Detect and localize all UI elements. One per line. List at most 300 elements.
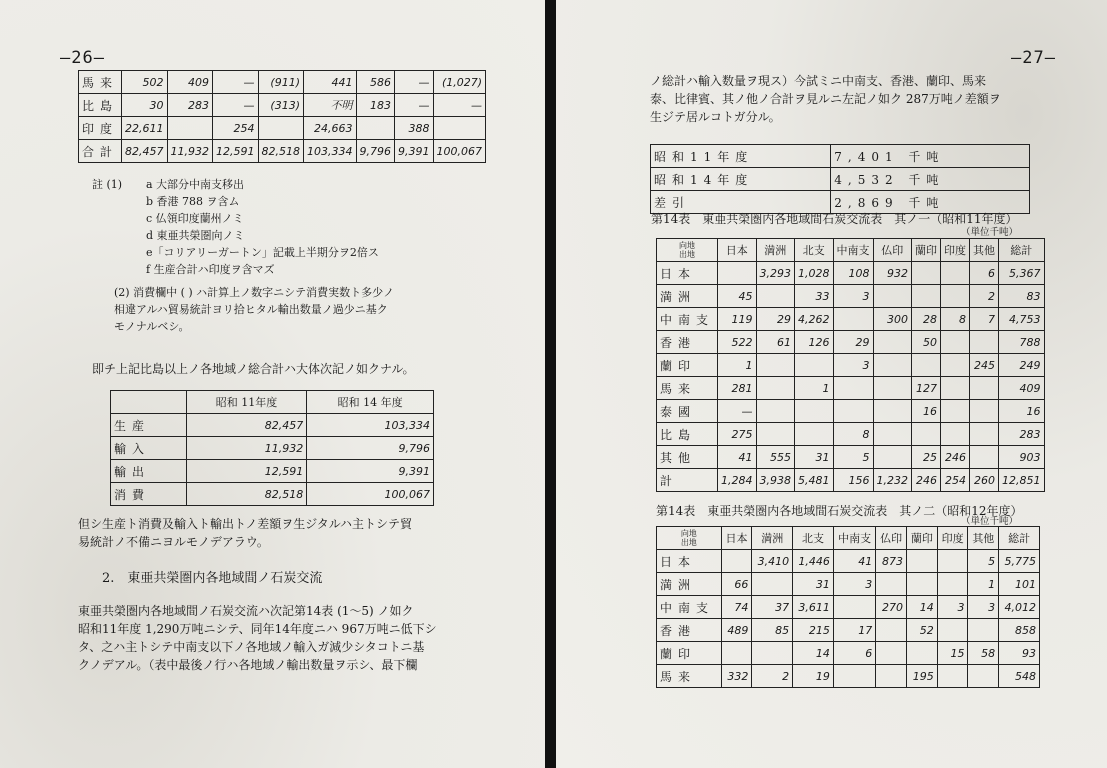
table-row — [657, 596, 1040, 619]
table-cell: 4,012 — [999, 596, 1040, 619]
column-header: 其他 — [970, 239, 999, 262]
table-cell: 245 — [970, 354, 999, 377]
right-intro — [650, 72, 1001, 126]
corner-cell — [657, 239, 718, 262]
table-cell: 8 — [833, 423, 873, 446]
table-cell: 22,611 — [122, 117, 168, 140]
column-header: 北支 — [793, 527, 834, 550]
table-cell — [876, 642, 907, 665]
top-table — [78, 70, 486, 163]
table-cell — [937, 550, 968, 573]
table-cell — [873, 400, 912, 423]
table-cell: 3 — [833, 285, 873, 308]
row-label: 印度 — [79, 117, 122, 140]
text-line: 但シ生産ト消費及輸入ト輸出トノ差額ヲ生ジタルハ主トシテ貿 — [78, 517, 412, 531]
table-cell: 5,481 — [795, 469, 834, 492]
table-cell: 17 — [833, 619, 875, 642]
table-cell: 15 — [937, 642, 968, 665]
text-line: 東亜共榮圏内各地域間ノ石炭交流ハ次記第14表 (1〜5) ノ如ク — [78, 604, 414, 618]
row-label: 日本 — [657, 550, 722, 573]
table-cell: 246 — [912, 469, 941, 492]
table-cell: 388 — [395, 117, 434, 140]
row-label: 中南支 — [657, 308, 718, 331]
table-cell: 3,293 — [756, 262, 795, 285]
row-label: 香港 — [657, 331, 718, 354]
table-cell — [756, 377, 795, 400]
table-cell: 4,262 — [795, 308, 834, 331]
page-number: —26— — [60, 48, 105, 68]
corner-cell — [111, 391, 187, 414]
table2-title: 第14表 東亜共榮圏内各地域間石炭交流表 其ノ二（昭和12年度） — [656, 504, 1023, 518]
table-cell: 1,028 — [795, 262, 834, 285]
table-cell: 409 — [999, 377, 1045, 400]
header-row — [111, 391, 434, 414]
table-cell — [912, 285, 941, 308]
table-cell: 281 — [718, 377, 757, 400]
table-cell: 5,775 — [999, 550, 1040, 573]
header-row — [657, 527, 1040, 550]
table-cell — [907, 550, 938, 573]
table-row — [79, 94, 486, 117]
row-label: 昭和14年度 — [651, 168, 831, 191]
table-cell: 6 — [833, 642, 875, 665]
table-cell — [907, 642, 938, 665]
row-label: 差引 — [651, 191, 831, 214]
text-line: モノナルベシ。 — [114, 320, 190, 333]
table-cell — [941, 285, 970, 308]
table-cell — [433, 117, 486, 140]
table-cell: 1,232 — [873, 469, 912, 492]
table-cell: 156 — [833, 469, 873, 492]
table-cell: 82,457 — [122, 140, 168, 163]
table-cell: 3 — [833, 354, 873, 377]
table-cell: 9,391 — [395, 140, 434, 163]
table-cell: 1 — [718, 354, 757, 377]
table-cell — [937, 665, 968, 688]
table-cell: 108 — [833, 262, 873, 285]
row-label: 日本 — [657, 262, 718, 285]
table-cell: — — [213, 94, 259, 117]
row-label: 消費 — [111, 483, 187, 506]
text-line: 易統計ノ不備ニヨルモノデアラウ。 — [78, 535, 269, 549]
table-row — [657, 331, 1045, 354]
text-line: d 東亜共榮圏向ノミ — [146, 229, 245, 242]
table-cell — [833, 665, 875, 688]
row-label: 比島 — [657, 423, 718, 446]
table-cell — [752, 573, 793, 596]
table-cell: 82,457 — [186, 414, 307, 437]
table-cell: (911) — [258, 71, 304, 94]
table-cell — [356, 117, 395, 140]
table-cell: 52 — [907, 619, 938, 642]
column-header: 総計 — [999, 239, 1045, 262]
column-header: 満洲 — [756, 239, 795, 262]
section-title: 2. 東亜共榮圏内各地域間ノ石炭交流 — [102, 571, 323, 586]
table-cell — [833, 596, 875, 619]
table-cell — [941, 423, 970, 446]
table-cell: 2,869 千吨 — [831, 191, 1030, 214]
table-cell: 103,334 — [307, 414, 434, 437]
table-cell: 3 — [833, 573, 875, 596]
table-cell: 31 — [793, 573, 834, 596]
table-cell — [970, 423, 999, 446]
table-cell: 24,663 — [304, 117, 357, 140]
table-cell: 522 — [718, 331, 757, 354]
table-cell: 4,753 — [999, 308, 1045, 331]
table2 — [656, 526, 1040, 688]
table-cell — [970, 377, 999, 400]
table-row — [657, 285, 1045, 308]
table-cell: 74 — [721, 596, 752, 619]
text-line: ノ総計ハ輸入数量ヲ現ス）今試ミニ中南支、香港、蘭印、馬来 — [650, 74, 987, 88]
table-cell — [970, 446, 999, 469]
text-line: f 生産合計ハ印度ヲ含マズ — [146, 263, 275, 276]
table-cell — [876, 573, 907, 596]
table-cell: — — [395, 71, 434, 94]
column-header: 日本 — [718, 239, 757, 262]
row-label: 合計 — [79, 140, 122, 163]
page-number: —27— — [1011, 48, 1056, 68]
column-header: 北支 — [795, 239, 834, 262]
table-cell — [912, 423, 941, 446]
row-label: 輸出 — [111, 460, 187, 483]
text-line: c 仏領印度蘭州ノミ — [146, 212, 244, 225]
table-cell: 6 — [970, 262, 999, 285]
column-header: 昭和 11年度 — [186, 391, 307, 414]
column-header: 満洲 — [752, 527, 793, 550]
table-cell: 4,532 千吨 — [831, 168, 1030, 191]
table2-unit: （単位千吨） — [961, 516, 1019, 527]
table-cell: 33 — [795, 285, 834, 308]
table-cell: 126 — [795, 331, 834, 354]
table-cell — [970, 331, 999, 354]
note-2 — [114, 284, 394, 335]
table-cell — [937, 619, 968, 642]
table-row — [79, 117, 486, 140]
row-label: 蘭印 — [657, 354, 718, 377]
table-cell: 260 — [970, 469, 999, 492]
table-cell: 489 — [721, 619, 752, 642]
table-cell: 1,446 — [793, 550, 834, 573]
column-header: 仏印 — [876, 527, 907, 550]
table-cell: — — [718, 400, 757, 423]
table-row — [79, 140, 486, 163]
table-cell: 85 — [752, 619, 793, 642]
table-cell: 183 — [356, 94, 395, 117]
corner-cell — [657, 527, 722, 550]
column-header: 仏印 — [873, 239, 912, 262]
summary-intro: 即チ上記比島以上ノ各地域ノ総合計ハ大体次記ノ如クナル。 — [92, 362, 415, 376]
table-cell: 12,851 — [999, 469, 1045, 492]
table-cell: 9,796 — [307, 437, 434, 460]
column-header: 印度 — [941, 239, 970, 262]
text-line: e「コリアリーガートン」記載上半期分ヲ2倍ス — [146, 246, 379, 259]
table-cell — [873, 423, 912, 446]
row-label: 満洲 — [657, 285, 718, 308]
table1 — [656, 238, 1045, 492]
row-label: 輸入 — [111, 437, 187, 460]
table-cell — [873, 354, 912, 377]
table-cell: 5,367 — [999, 262, 1045, 285]
notes-list — [146, 176, 379, 278]
table-cell — [941, 262, 970, 285]
table-cell — [941, 400, 970, 423]
table-cell — [873, 331, 912, 354]
table-cell — [873, 446, 912, 469]
table-cell: 2 — [752, 665, 793, 688]
table-cell: (313) — [258, 94, 304, 117]
table-cell — [833, 400, 873, 423]
table-cell: 1 — [968, 573, 999, 596]
table-row — [657, 642, 1040, 665]
text-line: 泰、比律賓、其ノ他ノ合計ヲ見ルニ左記ノ如ク 287万吨ノ差額ヲ — [650, 92, 1001, 106]
column-header: 中南支 — [833, 239, 873, 262]
table-cell — [907, 573, 938, 596]
table-cell: 127 — [912, 377, 941, 400]
corner-bottom: 出地 — [680, 538, 697, 547]
row-label: 蘭印 — [657, 642, 722, 665]
table-cell: 3,938 — [756, 469, 795, 492]
table-row — [657, 377, 1045, 400]
row-label: 香港 — [657, 619, 722, 642]
row-label: 馬来 — [79, 71, 122, 94]
table-cell — [795, 423, 834, 446]
table-cell: 45 — [718, 285, 757, 308]
table-cell — [876, 665, 907, 688]
column-header: 総計 — [999, 527, 1040, 550]
text-line: a 大部分中南支移出 — [146, 178, 245, 191]
text-line: タ、之ハ主トシテ中南支以下ノ各地域ノ輸入ガ減少シタコトニ基 — [78, 640, 425, 654]
table-cell: 2 — [970, 285, 999, 308]
table-cell: (1,027) — [433, 71, 486, 94]
table-cell: 不明 — [304, 94, 357, 117]
text-line: 相違アルハ貿易統計ヨリ拾ヒタル輸出数量ノ過少ニ基ク — [114, 303, 388, 316]
table-cell — [167, 117, 213, 140]
paragraph-1 — [78, 515, 412, 551]
table-cell: 103,334 — [304, 140, 357, 163]
row-label: 馬来 — [657, 377, 718, 400]
table-cell — [968, 619, 999, 642]
column-header: 蘭印 — [912, 239, 941, 262]
table-cell: 254 — [213, 117, 259, 140]
table-cell: 100,067 — [307, 483, 434, 506]
row-label: 比島 — [79, 94, 122, 117]
text-line: (2) 消費欄中 ( ) ハ計算上ノ数字ニシテ消費実数ト多少ノ — [114, 286, 395, 299]
table-cell — [876, 619, 907, 642]
table-row — [657, 573, 1040, 596]
table-cell: 903 — [999, 446, 1045, 469]
column-header: 印度 — [937, 527, 968, 550]
text-line: 生ジテ居ルコトガ分ル。 — [650, 110, 781, 124]
table-cell: 3 — [968, 596, 999, 619]
right-page — [556, 0, 1107, 768]
table-cell: 30 — [122, 94, 168, 117]
table-cell: 61 — [756, 331, 795, 354]
row-label: 泰國 — [657, 400, 718, 423]
table-cell: 5 — [833, 446, 873, 469]
difference-table — [650, 144, 1030, 214]
text-line: 昭和11年度 1,290万吨ニシテ、同年14年度ニハ 967万吨ニ低下シ — [78, 622, 437, 636]
table-row — [657, 400, 1045, 423]
table-cell: 119 — [718, 308, 757, 331]
table-cell: — — [433, 94, 486, 117]
table-cell: 28 — [912, 308, 941, 331]
table-cell: 29 — [833, 331, 873, 354]
table-cell: 788 — [999, 331, 1045, 354]
table-cell: 31 — [795, 446, 834, 469]
table-cell — [968, 665, 999, 688]
table-row — [651, 168, 1030, 191]
table-row — [111, 483, 434, 506]
corner-top: 向地 — [679, 241, 695, 250]
table-row — [657, 446, 1045, 469]
table-cell — [833, 308, 873, 331]
table-cell: 83 — [999, 285, 1045, 308]
row-label: 計 — [657, 469, 718, 492]
table-cell: 332 — [721, 665, 752, 688]
text-line: b 香港 788 ヲ含ム — [146, 195, 240, 208]
row-label: 満洲 — [657, 573, 722, 596]
table-cell — [718, 262, 757, 285]
column-header: 其他 — [968, 527, 999, 550]
row-label: 其他 — [657, 446, 718, 469]
table-cell: 12,591 — [186, 460, 307, 483]
table-row — [651, 145, 1030, 168]
column-header: 昭和 14 年度 — [307, 391, 434, 414]
table-row — [79, 71, 486, 94]
table-cell — [912, 354, 941, 377]
summary-table — [110, 390, 434, 506]
table-cell — [795, 354, 834, 377]
row-label: 昭和11年度 — [651, 145, 831, 168]
table-cell: 7,401 千吨 — [831, 145, 1030, 168]
table-cell: 3,410 — [752, 550, 793, 573]
table-cell: 8 — [941, 308, 970, 331]
column-header: 日本 — [721, 527, 752, 550]
table-cell — [941, 331, 970, 354]
table-cell: 548 — [999, 665, 1040, 688]
table-cell: 14 — [907, 596, 938, 619]
table-cell: 409 — [167, 71, 213, 94]
table-cell — [752, 642, 793, 665]
table-row — [111, 460, 434, 483]
table1-unit: （単位千吨） — [961, 227, 1019, 238]
table-cell: 12,591 — [213, 140, 259, 163]
table-row — [657, 550, 1040, 573]
header-row — [657, 239, 1045, 262]
table-cell: 300 — [873, 308, 912, 331]
table-cell: 82,518 — [186, 483, 307, 506]
table-cell — [756, 285, 795, 308]
table-cell: 50 — [912, 331, 941, 354]
table-cell: 283 — [167, 94, 213, 117]
table-cell: 873 — [876, 550, 907, 573]
table-cell — [756, 354, 795, 377]
table-cell — [912, 262, 941, 285]
table-cell: 195 — [907, 665, 938, 688]
table-cell: — — [395, 94, 434, 117]
table-row — [657, 619, 1040, 642]
table-row — [657, 354, 1045, 377]
table-cell: 1 — [795, 377, 834, 400]
table-cell: 37 — [752, 596, 793, 619]
table-cell — [833, 377, 873, 400]
table-cell: 16 — [999, 400, 1045, 423]
table-cell: 932 — [873, 262, 912, 285]
table-cell: 215 — [793, 619, 834, 642]
table-cell — [756, 400, 795, 423]
text-line: クノデアル。（表中最後ノ行ハ各地域ノ輸出数量ヲ示シ、最下欄 — [78, 658, 418, 672]
table-cell: 66 — [721, 573, 752, 596]
table-row — [111, 414, 434, 437]
notes-heading: 註 (1) — [92, 178, 123, 191]
table-cell: 16 — [912, 400, 941, 423]
table-row — [111, 437, 434, 460]
table-cell: 7 — [970, 308, 999, 331]
table-cell: 502 — [122, 71, 168, 94]
table-cell — [721, 550, 752, 573]
table-cell: 858 — [999, 619, 1040, 642]
table-row — [657, 423, 1045, 446]
left-page — [0, 0, 545, 768]
table-cell: 283 — [999, 423, 1045, 446]
table-cell: 11,932 — [167, 140, 213, 163]
table-cell: 5 — [968, 550, 999, 573]
table-cell — [937, 573, 968, 596]
table-cell: 25 — [912, 446, 941, 469]
table-cell: 555 — [756, 446, 795, 469]
table-row — [657, 469, 1045, 492]
paragraph-2 — [78, 602, 437, 674]
table-cell — [873, 377, 912, 400]
table-cell: — — [213, 71, 259, 94]
table-cell — [941, 377, 970, 400]
table-cell — [970, 400, 999, 423]
table-cell: 441 — [304, 71, 357, 94]
table-row — [657, 665, 1040, 688]
table-cell — [258, 117, 304, 140]
column-header: 蘭印 — [907, 527, 938, 550]
table-cell — [873, 285, 912, 308]
corner-bottom: 出地 — [679, 250, 695, 259]
table-cell: 19 — [793, 665, 834, 688]
table-cell: 11,932 — [186, 437, 307, 460]
row-label: 中南支 — [657, 596, 722, 619]
table-cell — [795, 400, 834, 423]
table-cell: 586 — [356, 71, 395, 94]
table-cell: 82,518 — [258, 140, 304, 163]
table-cell: 1,284 — [718, 469, 757, 492]
table1-title: 第14表 東亜共榮圏内各地域間石炭交流表 其ノ一（昭和11年度） — [651, 212, 1018, 226]
table-cell: 3,611 — [793, 596, 834, 619]
table-cell: 14 — [793, 642, 834, 665]
table-cell: 270 — [876, 596, 907, 619]
table-row — [657, 308, 1045, 331]
table-cell: 3 — [937, 596, 968, 619]
table-cell: 41 — [718, 446, 757, 469]
corner-top: 向地 — [680, 529, 697, 538]
table-cell: 29 — [756, 308, 795, 331]
book-spine — [545, 0, 556, 768]
table-cell: 9,796 — [356, 140, 395, 163]
table-cell: 101 — [999, 573, 1040, 596]
row-label: 生産 — [111, 414, 187, 437]
table-cell: 41 — [833, 550, 875, 573]
table-cell: 275 — [718, 423, 757, 446]
table-cell: 100,067 — [433, 140, 486, 163]
table-cell: 246 — [941, 446, 970, 469]
table-cell: 249 — [999, 354, 1045, 377]
